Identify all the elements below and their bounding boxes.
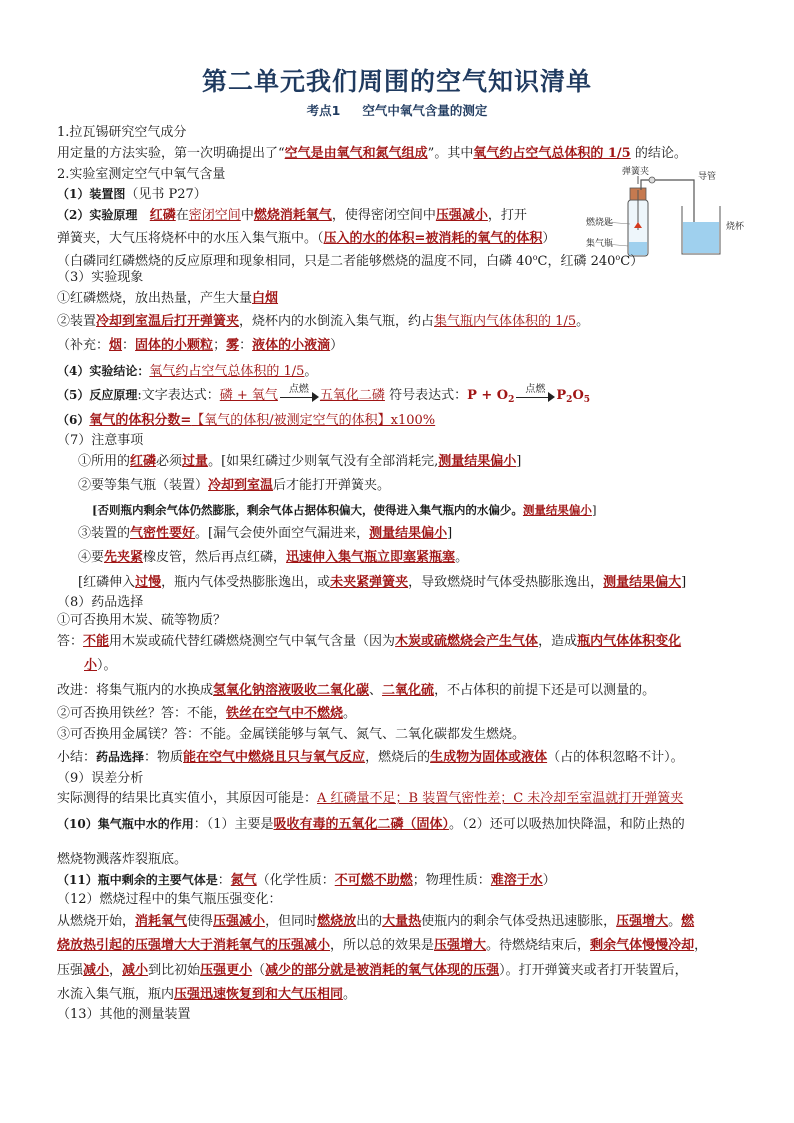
ignite-arrow-word: 点燃 xyxy=(278,387,320,405)
label-beaker: 烧杯 xyxy=(726,222,745,232)
item-7: （7）注意事项 xyxy=(57,433,144,448)
label-spoon: 燃烧匙 xyxy=(586,218,614,228)
exam-point-label: 考点1 xyxy=(306,103,341,118)
item-9: （9）误差分析 xyxy=(57,771,144,786)
item-8-q1: ①可否换用木炭、硫等物质？ xyxy=(57,613,227,628)
item-3-line-1: ①红磷燃烧，放出热量，产生大量白烟 xyxy=(57,291,279,306)
item-3-line-3: （补充：烟：固体的小颗粒；雾：液体的小液滴） xyxy=(57,338,344,353)
item-3: （3）实验现象 xyxy=(57,270,144,285)
item-12-line-3: 压强减小，减小到比初始压强更小（减少的部分就是被消耗的氧气体现的压强）。打开弹簧夹或者打开装置后， xyxy=(57,963,688,978)
label-clamp: 弹簧夹 xyxy=(622,167,650,177)
item-6: （6）氧气的体积分数=【氧气的体积/被测定空气的体积】x100% xyxy=(57,413,436,428)
formula-product: $P_2O_5$ xyxy=(556,388,591,405)
item-2-line-3: （白磷同红磷燃烧的反应原理和现象相同，只是二者能够燃烧的温度不同，白磷 40$^o$C，红磷 240$^o$C） xyxy=(57,253,644,269)
label-bottle: 集气瓶 xyxy=(586,239,614,249)
item-5: （5）反应原理:文字表达式：磷 + 氧气 点燃 五氧化二磷 符号表达式：$P + O_2$ 点燃 $P_2O_5$ xyxy=(57,383,591,405)
item-11: （11）瓶中剩余的主要气体是：氮气（化学性质：不可燃不助燃；物理性质：难溶于水） xyxy=(57,873,556,888)
item-3-line-2: ②装置冷却到室温后打开弹簧夹，烧杯内的水倒流入集气瓶，约占集气瓶内气体体积的 1/5。 xyxy=(57,314,590,329)
item-7-line-1: ①所用的红磷必须过量。[如果红磷过少则氧气没有全部消耗完,测量结果偏小] xyxy=(78,454,522,469)
item-12-line-2: 烧放热引起的压强增大大于消耗氧气的压强减小，所以总的效果是压强增大。待燃烧结束后，剩余气体慢慢冷却， xyxy=(57,938,708,953)
formula-reactants: $P + O_2$ xyxy=(467,388,515,405)
item-10-line-2: 燃烧物溅落炸裂瓶底。 xyxy=(57,852,188,867)
item-7-line-6: [红磷伸入过慢，瓶内气体受热膨胀逸出，或未夹紧弹簧夹，导致燃烧时气体受热膨胀逸出，测量结果偏大] xyxy=(78,575,687,590)
page-title: 第二单元我们周围的空气知识清单 xyxy=(201,67,592,96)
item-7-line-4: ③装置的气密性要好。[漏气会使外面空气漏进来，测量结果偏小] xyxy=(78,526,453,541)
s1-line: 用定量的方法实验，第一次明确提出了“空气是由氧气和氮气组成”。其中氧气约占空气总体积的 1/5 的结论。 xyxy=(57,146,687,161)
item-8: （8）药品选择 xyxy=(57,595,144,610)
item-8-q3: ③可否换用金属镁？答：不能。金属镁能够与氧气、氮气、二氧化碳都发生燃烧。 xyxy=(57,727,526,742)
item-2-line-1: （2）实验原理 红磷在密闭空间中燃烧消耗氧气，使得密闭空间中压强减小，打开 xyxy=(57,208,527,223)
item-1: （1）装置图（见书 P27） xyxy=(57,187,207,202)
ignite-arrow-symbol: 点燃 xyxy=(514,387,556,405)
s2-heading: 2.实验室测定空气中氧气含量 xyxy=(57,167,226,182)
beaker-shape xyxy=(682,206,720,254)
item-8-a1: 答：不能用木炭或硫代替红磷燃烧测空气中氧气含量（因为木炭或硫燃烧会产生气体，造成瓶内气体体积变化 xyxy=(57,634,682,649)
item-12-line-4: 水流入集气瓶，瓶内压强迅速恢复到和大气压相同。 xyxy=(57,987,357,1002)
item-8-a1-cont: 小）。 xyxy=(84,658,117,673)
label-tube: 导管 xyxy=(698,172,717,182)
item-7-line-3: [否则瓶内剩余气体仍然膨胀，剩余气体占据体积偏大，使得进入集气瓶内的水偏少。测量结果偏小] xyxy=(92,503,597,517)
item-4: （4）实验结论：氧气约占空气总体积的 1/5。 xyxy=(57,364,318,379)
item-7-line-5: ④要先夹紧橡皮管，然后再点红磷，迅速伸入集气瓶立即塞紧瓶塞。 xyxy=(78,550,469,565)
item-2-line-2: 弹簧夹，大气压将烧杯中的水压入集气瓶中。（压入的水的体积=被消耗的氧气的体积） xyxy=(57,231,556,246)
item-8-q2: ②可否换用铁丝？答：不能，铁丝在空气中不燃烧。 xyxy=(57,706,357,721)
item-7-line-2: ②要等集气瓶（装置）冷却到室温后才能打开弹簧夹。 xyxy=(78,478,391,493)
item-13: （13）其他的测量装置 xyxy=(57,1007,191,1022)
apparatus-diagram xyxy=(586,162,756,258)
exam-point-topic: 空气中氧气含量的测定 xyxy=(362,103,488,118)
item-10: （10）集气瓶中水的作用：（1）主要是吸收有毒的五氧化二磷（固体）。（2）还可以吸热加快降温，和防止热的 xyxy=(57,817,685,832)
item-9-line: 实际测得的结果比真实值小，其原因可能是：A 红磷量不足；B 装置气密性差；C 未冷却至室温就打开弹簧夹 xyxy=(57,791,684,806)
item-12: （12）燃烧过程中的集气瓶压强变化： xyxy=(57,892,282,907)
s1-heading: 1.拉瓦锡研究空气成分 xyxy=(57,125,187,140)
item-8-improve: 改进：将集气瓶内的水换成氢氧化钠溶液吸收二氧化碳、二氧化硫，不占体积的前提下还是可以测量的。 xyxy=(57,683,656,698)
item-12-line-1: 从燃烧开始，消耗氧气使得压强减小，但同时燃烧放出的大量热使瓶内的剩余气体受热迅速膨胀，压强增大。燃 xyxy=(57,914,695,929)
item-8-summary: 小结：药品选择：物质能在空气中燃烧且只与氧气反应，燃烧后的生成物为固体或液体（占的体积忽略不计）。 xyxy=(57,750,684,765)
page-subtitle xyxy=(0,101,794,119)
